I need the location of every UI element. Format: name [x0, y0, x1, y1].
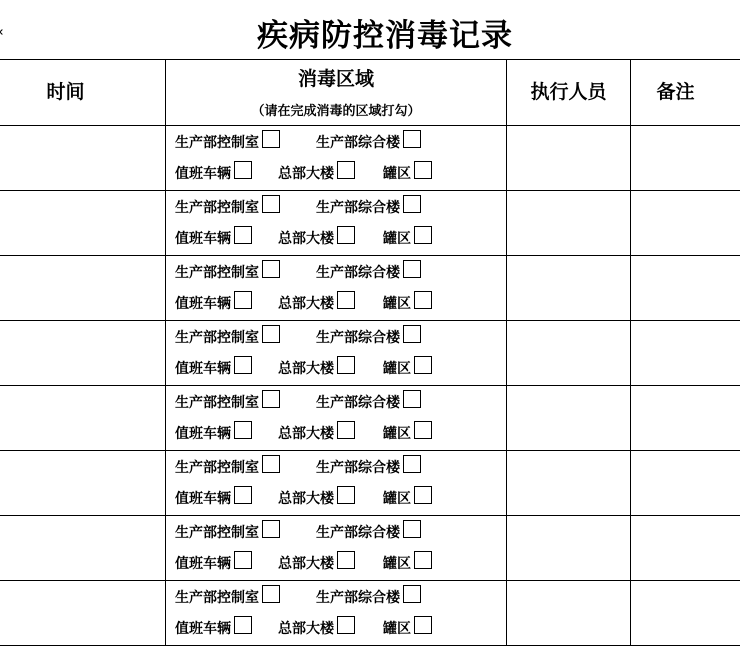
office-building-checkbox[interactable] [403, 260, 421, 278]
headquarters-label: 总部大楼 [278, 426, 334, 442]
headquarters-option [278, 423, 355, 443]
area-options-line [175, 587, 421, 607]
area-options-line [175, 488, 432, 508]
table-row [0, 126, 740, 191]
headquarters-label: 总部大楼 [278, 621, 334, 637]
headquarters-label: 总部大楼 [278, 231, 334, 247]
control-room-label: 生产部控制室 [175, 135, 259, 151]
headquarters-label: 总部大楼 [278, 296, 334, 312]
office-building-checkbox[interactable] [403, 130, 421, 148]
office-building-option [316, 392, 421, 412]
note-cell[interactable] [631, 321, 740, 385]
office-building-option [316, 327, 421, 347]
table-row [0, 451, 740, 516]
headquarters-checkbox[interactable] [337, 356, 355, 374]
time-cell[interactable] [0, 126, 166, 190]
time-cell[interactable] [0, 321, 166, 385]
duty-vehicle-checkbox[interactable] [234, 161, 252, 179]
office-building-label: 生产部综合楼 [316, 330, 400, 346]
headquarters-checkbox[interactable] [337, 551, 355, 569]
time-cell[interactable] [0, 516, 166, 580]
tank-area-option [383, 228, 432, 248]
control-room-checkbox[interactable] [262, 260, 280, 278]
tank-area-label: 罐区 [383, 231, 411, 247]
duty-vehicle-label: 值班车辆 [175, 426, 231, 442]
duty-vehicle-option [175, 553, 252, 573]
duty-vehicle-checkbox[interactable] [234, 551, 252, 569]
office-building-option [316, 197, 421, 217]
tank-area-option [383, 293, 432, 313]
tank-area-option [383, 358, 432, 378]
headquarters-option [278, 553, 355, 573]
headquarters-checkbox[interactable] [337, 421, 355, 439]
area-cell [166, 191, 507, 255]
tank-area-checkbox[interactable] [414, 356, 432, 374]
headquarters-label: 总部大楼 [278, 166, 334, 182]
duty-vehicle-checkbox[interactable] [234, 421, 252, 439]
duty-vehicle-checkbox[interactable] [234, 226, 252, 244]
control-room-checkbox[interactable] [262, 390, 280, 408]
area-cell [166, 256, 507, 320]
duty-vehicle-label: 值班车辆 [175, 166, 231, 182]
header-area: 消毒区域 [297, 68, 374, 90]
office-building-label: 生产部综合楼 [316, 525, 400, 541]
office-building-option [316, 262, 421, 282]
control-room-label: 生产部控制室 [175, 525, 259, 541]
area-cell [166, 516, 507, 580]
headquarters-checkbox[interactable] [337, 226, 355, 244]
note-cell[interactable] [631, 386, 740, 450]
duty-vehicle-label: 值班车辆 [175, 621, 231, 637]
table-header-row [0, 60, 740, 126]
office-building-checkbox[interactable] [403, 585, 421, 603]
area-cell [166, 386, 507, 450]
duty-vehicle-option [175, 163, 252, 183]
control-room-label: 生产部控制室 [175, 395, 259, 411]
office-building-checkbox[interactable] [403, 325, 421, 343]
staff-cell[interactable] [507, 256, 631, 320]
page-title: 疾病防控消毒记录 [257, 18, 513, 54]
duty-vehicle-option [175, 228, 252, 248]
headquarters-option [278, 163, 355, 183]
control-room-label: 生产部控制室 [175, 460, 259, 476]
office-building-option [316, 457, 421, 477]
control-room-option [175, 132, 280, 152]
tank-area-checkbox[interactable] [414, 421, 432, 439]
table-row [0, 386, 740, 451]
header-note-cell [631, 60, 740, 125]
area-options-line [175, 197, 421, 217]
tank-area-label: 罐区 [383, 491, 411, 507]
note-cell[interactable] [631, 516, 740, 580]
tank-area-checkbox[interactable] [414, 551, 432, 569]
office-building-checkbox[interactable] [403, 390, 421, 408]
control-room-checkbox[interactable] [262, 325, 280, 343]
header-area-note: （请在完成消毒的区域打勾） [251, 104, 421, 119]
tank-area-checkbox[interactable] [414, 226, 432, 244]
area-options-line [175, 522, 421, 542]
table-row [0, 256, 740, 321]
area-options-line [175, 228, 432, 248]
control-room-label: 生产部控制室 [175, 330, 259, 346]
table-row [0, 321, 740, 386]
office-building-checkbox[interactable] [403, 195, 421, 213]
office-building-label: 生产部综合楼 [316, 395, 400, 411]
headquarters-checkbox[interactable] [337, 161, 355, 179]
control-room-label: 生产部控制室 [175, 265, 259, 281]
office-building-option [316, 587, 421, 607]
duty-vehicle-option [175, 423, 252, 443]
office-building-label: 生产部综合楼 [316, 200, 400, 216]
office-building-checkbox[interactable] [403, 455, 421, 473]
staff-cell[interactable] [507, 386, 631, 450]
staff-cell[interactable] [507, 321, 631, 385]
header-area-cell [166, 60, 507, 125]
time-cell[interactable] [0, 191, 166, 255]
area-options-line [175, 457, 421, 477]
tank-area-label: 罐区 [383, 361, 411, 377]
duty-vehicle-option [175, 358, 252, 378]
duty-vehicle-label: 值班车辆 [175, 491, 231, 507]
control-room-checkbox[interactable] [262, 130, 280, 148]
office-building-label: 生产部综合楼 [316, 135, 400, 151]
tank-area-checkbox[interactable] [414, 616, 432, 634]
area-cell [166, 451, 507, 515]
duty-vehicle-checkbox[interactable] [234, 356, 252, 374]
control-room-checkbox[interactable] [262, 520, 280, 538]
tank-area-checkbox[interactable] [414, 486, 432, 504]
office-building-option [316, 522, 421, 542]
area-options-line [175, 327, 421, 347]
header-note: 备注 [656, 81, 695, 103]
staff-cell[interactable] [507, 581, 631, 645]
area-options-line [175, 132, 421, 152]
note-cell[interactable] [631, 451, 740, 515]
headquarters-label: 总部大楼 [278, 556, 334, 572]
header-staff-cell [507, 60, 631, 125]
tank-area-label: 罐区 [383, 426, 411, 442]
area-options-line [175, 262, 421, 282]
office-building-option [316, 132, 421, 152]
control-room-option [175, 262, 280, 282]
header-staff: 执行人员 [530, 81, 607, 103]
headquarters-option [278, 228, 355, 248]
control-room-option [175, 197, 280, 217]
tank-area-label: 罐区 [383, 296, 411, 312]
control-room-checkbox[interactable] [262, 455, 280, 473]
area-options-line [175, 358, 432, 378]
tank-area-option [383, 553, 432, 573]
office-building-label: 生产部综合楼 [316, 460, 400, 476]
headquarters-option [278, 293, 355, 313]
header-time-cell [0, 60, 166, 125]
staff-cell[interactable] [507, 516, 631, 580]
header-time: 时间 [46, 81, 85, 103]
tank-area-option [383, 618, 432, 638]
duty-vehicle-label: 值班车辆 [175, 361, 231, 377]
area-cell [166, 581, 507, 645]
table-row [0, 581, 740, 646]
office-building-label: 生产部综合楼 [316, 590, 400, 606]
tank-area-label: 罐区 [383, 166, 411, 182]
staff-cell[interactable] [507, 191, 631, 255]
area-options-line [175, 392, 421, 412]
tank-area-label: 罐区 [383, 621, 411, 637]
duty-vehicle-option [175, 293, 252, 313]
area-options-line [175, 163, 432, 183]
table-row [0, 191, 740, 256]
area-options-line [175, 423, 432, 443]
area-cell [166, 321, 507, 385]
duty-vehicle-checkbox[interactable] [234, 291, 252, 309]
duty-vehicle-label: 值班车辆 [175, 296, 231, 312]
headquarters-checkbox[interactable] [337, 616, 355, 634]
area-options-line [175, 293, 432, 313]
time-cell[interactable] [0, 256, 166, 320]
office-building-label: 生产部综合楼 [316, 265, 400, 281]
headquarters-option [278, 618, 355, 638]
tank-area-option [383, 423, 432, 443]
duty-vehicle-label: 值班车辆 [175, 556, 231, 572]
headquarters-checkbox[interactable] [337, 291, 355, 309]
control-room-checkbox[interactable] [262, 195, 280, 213]
tank-area-option [383, 488, 432, 508]
duty-vehicle-option [175, 488, 252, 508]
staff-cell[interactable] [507, 126, 631, 190]
area-cell [166, 126, 507, 190]
note-cell[interactable] [631, 256, 740, 320]
control-room-option [175, 327, 280, 347]
area-options-line [175, 553, 432, 573]
control-room-label: 生产部控制室 [175, 590, 259, 606]
headquarters-label: 总部大楼 [278, 491, 334, 507]
duty-vehicle-checkbox[interactable] [234, 486, 252, 504]
disinfection-table [0, 59, 740, 646]
office-building-checkbox[interactable] [403, 520, 421, 538]
tank-area-label: 罐区 [383, 556, 411, 572]
tank-area-option [383, 163, 432, 183]
note-cell[interactable] [631, 581, 740, 645]
control-room-option [175, 587, 280, 607]
staff-cell[interactable] [507, 451, 631, 515]
note-cell[interactable] [631, 191, 740, 255]
table-row [0, 516, 740, 581]
headquarters-label: 总部大楼 [278, 361, 334, 377]
tank-area-checkbox[interactable] [414, 291, 432, 309]
duty-vehicle-checkbox[interactable] [234, 616, 252, 634]
headquarters-option [278, 488, 355, 508]
control-room-option [175, 522, 280, 542]
headquarters-checkbox[interactable] [337, 486, 355, 504]
tank-area-checkbox[interactable] [414, 161, 432, 179]
control-room-option [175, 457, 280, 477]
area-options-line [175, 618, 432, 638]
control-room-option [175, 392, 280, 412]
control-room-checkbox[interactable] [262, 585, 280, 603]
duty-vehicle-option [175, 618, 252, 638]
control-room-label: 生产部控制室 [175, 200, 259, 216]
duty-vehicle-label: 值班车辆 [175, 231, 231, 247]
time-cell[interactable] [0, 451, 166, 515]
note-cell[interactable] [631, 126, 740, 190]
time-cell[interactable] [0, 581, 166, 645]
time-cell[interactable] [0, 386, 166, 450]
headquarters-option [278, 358, 355, 378]
